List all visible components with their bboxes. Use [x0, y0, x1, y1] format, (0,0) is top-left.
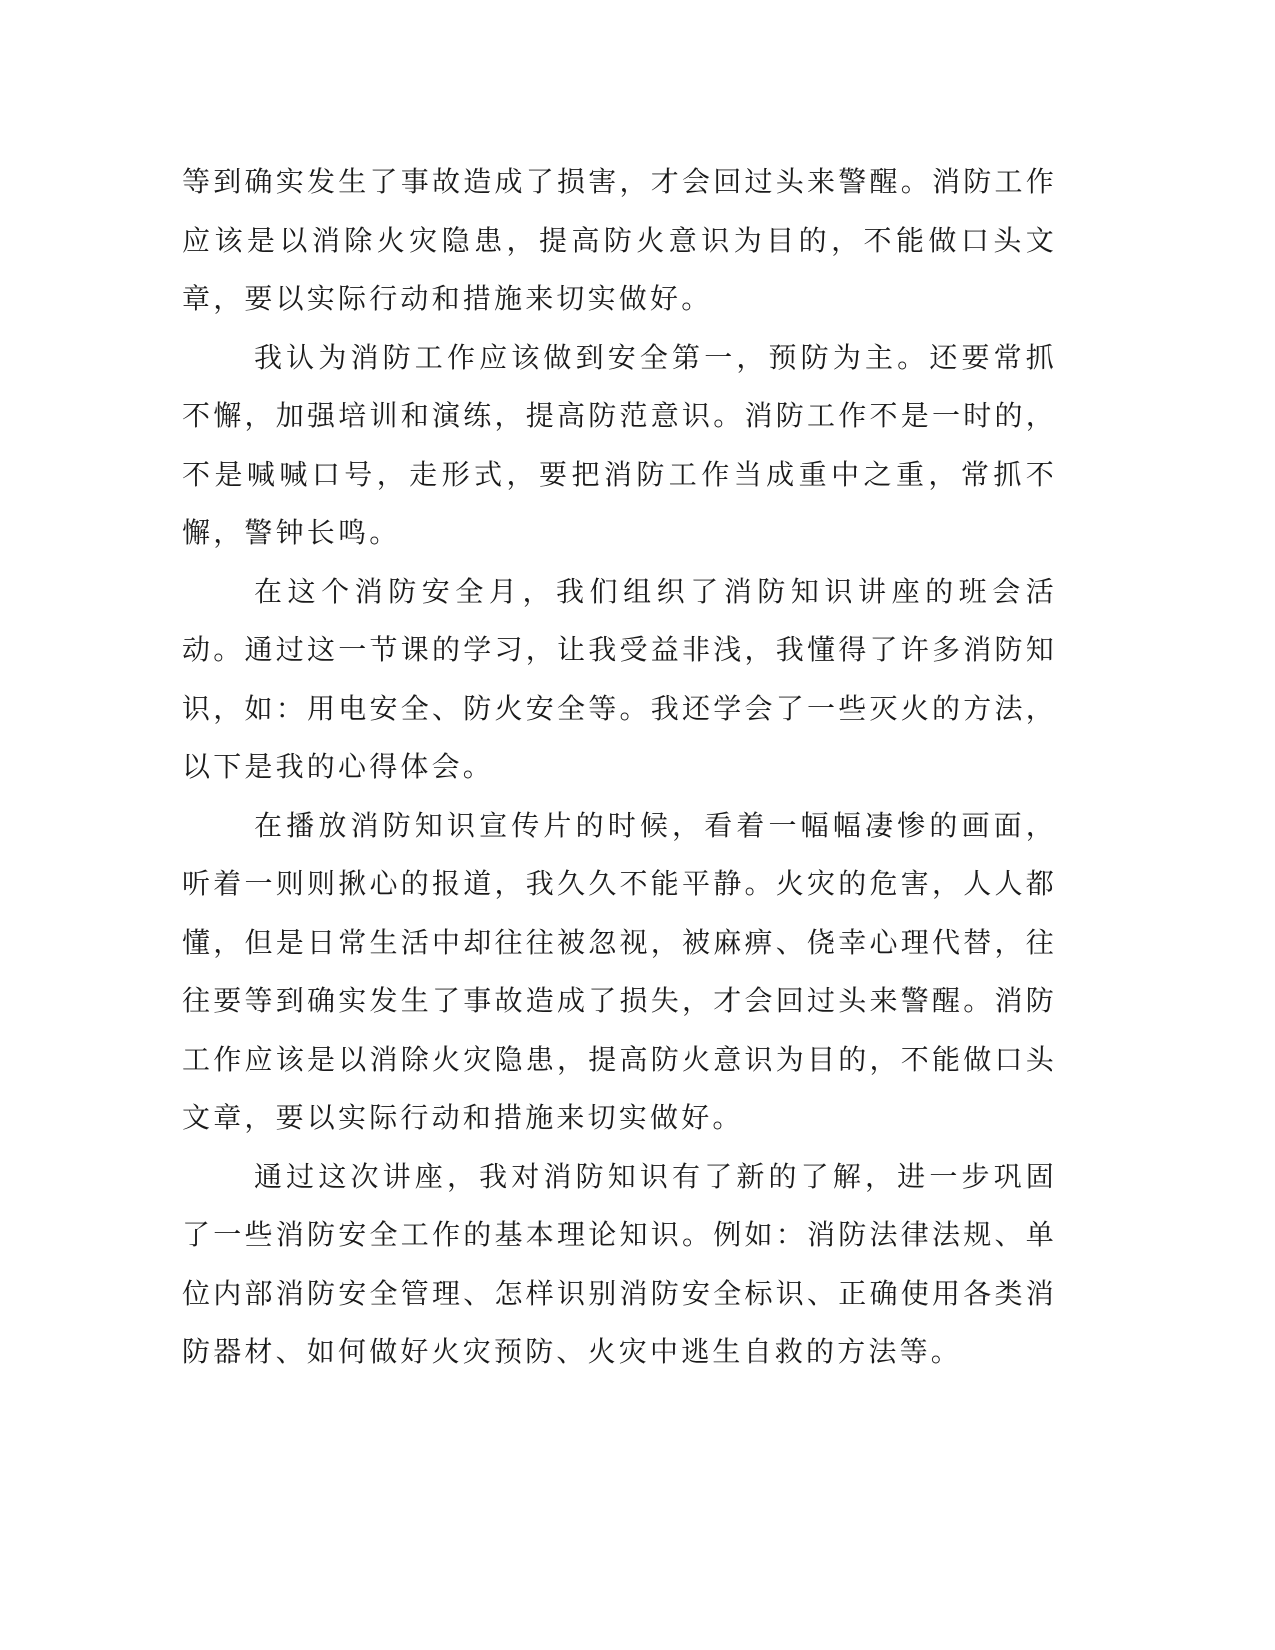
paragraph-3: 在这个消防安全月，我们组织了消防知识讲座的班会活动。通过这一节课的学习，让我受益非浅，我懂得了许多消防知识，如：用电安全、防火安全等。我还学会了一些灭火的方法，以下是我的心得体会。: [182, 574, 1057, 783]
paragraph-2: 我认为消防工作应该做到安全第一，预防为主。还要常抓不懈，加强培训和演练，提高防范意识。消防工作不是一时的，不是喊喊口号，走形式，要把消防工作当成重中之重，常抓不懈，警钟长鸣。: [182, 340, 1057, 549]
document-body: [182, 153, 1057, 1382]
paragraph-5: 通过这次讲座，我对消防知识有了新的了解，进一步巩固了一些消防安全工作的基本理论知识。例如：消防法律法规、单位内部消防安全管理、怎样识别消防安全标识、正确使用各类消防器材、如何做好火灾预防、火灾中逃生自救的方法等。: [182, 1159, 1057, 1368]
paragraph-1: 等到确实发生了事故造成了损害，才会回过头来警醒。消防工作应该是以消除火灾隐患，提高防火意识为目的，不能做口头文章，要以实际行动和措施来切实做好。: [182, 165, 1057, 315]
paragraph-4: 在播放消防知识宣传片的时候，看着一幅幅凄惨的画面，听着一则则揪心的报道，我久久不能平静。火灾的危害，人人都懂，但是日常生活中却往往被忽视，被麻痹、侥幸心理代替，往往要等到确实发生了事故造成了损失，才会回过头来警醒。消防工作应该是以消除火灾隐患，提高防火意识为目的，不能做口头文章，要以实际行动和措施来切实做好。: [182, 808, 1057, 1134]
